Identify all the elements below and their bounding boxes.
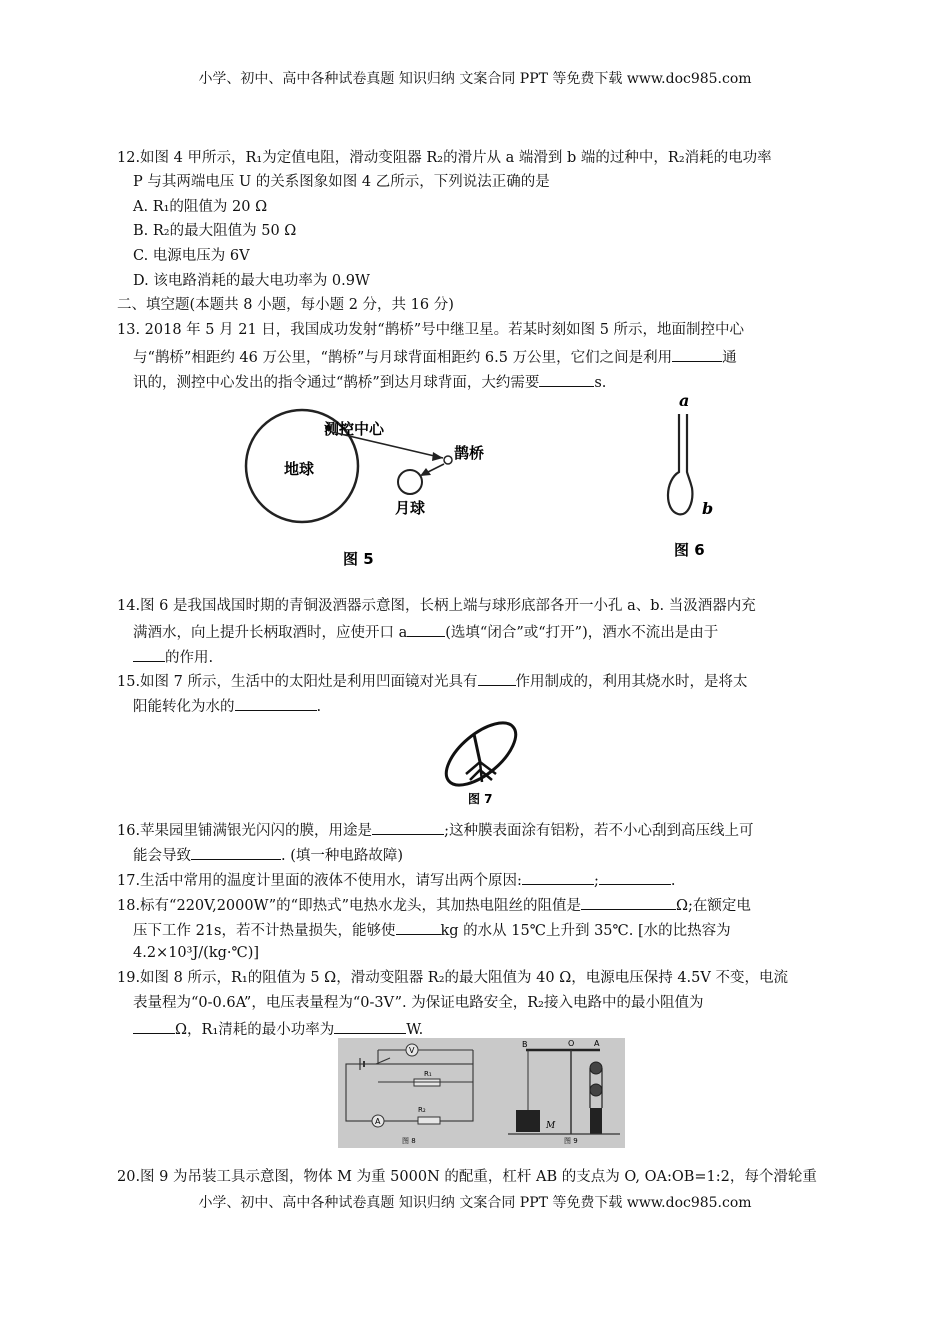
figure-7-caption: 图 7 [468, 792, 493, 806]
q17-line: 17.生活中常用的温度计里面的液体不使用水，请写出两个原因: ; . [117, 870, 675, 890]
relay-label: 鹊桥 [454, 444, 485, 462]
q14-line-2: 满酒水，向上提升长柄取酒时，应使开口 a (选填“闭合”或“打开”)，酒水不流出是由于 [133, 622, 718, 642]
hole-a-label: a [679, 392, 690, 410]
answer-blank[interactable] [672, 347, 722, 362]
r2-label: R₂ [418, 1106, 426, 1114]
q14-line-1: 14.图 6 是我国战国时期的青铜汲酒器示意图，长柄上端与球形底部各开一小孔 a、b. 当汲酒器内充 [117, 598, 756, 614]
q12-option-c: C. 电源电压为 6V [133, 248, 250, 264]
q12-option-a: A. R₁的阻值为 20 Ω [133, 199, 268, 215]
answer-blank[interactable] [407, 622, 445, 637]
q13-line-3: 讯的，测控中心发出的指令通过“鹊桥”到达月球背面，大约需要 s. [133, 372, 606, 392]
figure-6-caption: 图 6 [674, 541, 705, 559]
figure-5-earth-moon-diagram [240, 398, 530, 578]
load [590, 1108, 602, 1134]
control-center-label: 测控中心 [324, 420, 385, 438]
rheostat-r2 [418, 1117, 440, 1124]
answer-blank[interactable] [334, 1019, 406, 1034]
answer-blank[interactable] [599, 870, 671, 885]
page-footer: 小学、初中、高中各种试卷真题 知识归纳 文案合同 PPT 等免费下载 www.doc985.com [198, 1195, 752, 1211]
page-header: 小学、初中、高中各种试卷真题 知识归纳 文案合同 PPT 等免费下载 www.doc985.com [198, 71, 752, 87]
point-b-label: B [522, 1040, 528, 1049]
stand-legs [466, 762, 496, 782]
point-o-label: O [568, 1039, 575, 1048]
moon-circle [398, 470, 422, 494]
q15-line-1: 15.如图 7 所示，生活中的太阳灶是利用凹面镜对光具有 作用制成的，利用其烧水时，是将太 [117, 671, 748, 691]
q19-line-2: 表量程为“0-0.6A”，电压表量程为“0-3V”. 为保证电路安全，R₂接入电路中的最小阻值为 [133, 995, 704, 1011]
q12-option-d: D. 该电路消耗的最大电功率为 0.9W [133, 273, 370, 289]
q14-line-3: 的作用. [133, 647, 213, 667]
answer-blank[interactable] [133, 647, 165, 662]
moon-label: 月球 [395, 499, 426, 517]
q12-line-1: 12.如图 4 甲所示，R₁为定值电阻，滑动变阻器 R₂的滑片从 a 端滑到 b 端的过种中，R₂消耗的电功率 [117, 150, 772, 166]
dipper-outline [668, 414, 692, 514]
figure-7-solar-cooker [436, 712, 526, 810]
figure-9-caption: 图 9 [564, 1137, 578, 1145]
answer-blank[interactable] [581, 895, 676, 910]
section-2-heading: 二、填空题(本题共 8 小题，每小题 2 分，共 16 分) [117, 297, 454, 313]
answer-blank[interactable] [539, 372, 594, 387]
figure-8-caption: 图 8 [402, 1137, 416, 1145]
figure-6-wine-dipper [660, 392, 730, 570]
q16-line-1: 16.苹果园里铺满银光闪闪的膜，用途是 ;这种膜表面涂有铝粉，若不小心刮到高压线上可 [117, 820, 753, 840]
pulley-upper [590, 1062, 602, 1074]
answer-blank[interactable] [522, 870, 594, 885]
relay-satellite-dot [444, 456, 452, 464]
m-label: M [546, 1121, 556, 1131]
answer-blank[interactable] [396, 920, 441, 935]
answer-blank[interactable] [372, 820, 444, 835]
earth-label: 地球 [284, 460, 315, 478]
q13-line-2: 与“鹊桥”相距约 46 万公里，“鹊桥”与月球背面相距约 6.5 万公里，它们之间是利用 通 [133, 347, 737, 367]
panel-background [338, 1038, 625, 1148]
q18-line-1: 18.标有“220V,2000W”的“即热式”电热水龙头，其加热电阻丝的阻值是 Ω;在额定电 [117, 895, 751, 915]
q15-line-2: 阳能转化为水的 . [133, 696, 321, 716]
answer-blank[interactable] [191, 845, 281, 860]
q12-option-b: B. R₂的最大阻值为 50 Ω [133, 223, 297, 239]
hole-b-label: b [702, 499, 714, 518]
q18-line-3: 4.2×10³J/(kg·℃)] [133, 945, 260, 961]
point-a-label: A [594, 1039, 600, 1048]
answer-blank[interactable] [478, 671, 516, 686]
q20-line-1: 20.图 9 为吊装工具示意图，物体 M 为重 5000N 的配重，杠杆 AB 的支点为 O, OA:OB=1:2，每个滑轮重 [117, 1169, 817, 1185]
q18-line-2: 压下工作 21s，若不计热量损失，能够使 kg 的水从 15℃上升到 35℃. [水的比热容为 [133, 920, 731, 940]
pulley-lower [590, 1084, 602, 1096]
signal-arrow-1 [332, 432, 443, 458]
concave-mirror [436, 712, 526, 796]
figure-8-9-panel [338, 1038, 625, 1148]
arrow-head-1 [432, 452, 443, 461]
answer-blank[interactable] [235, 696, 317, 711]
ammeter-label: A [375, 1117, 381, 1126]
voltmeter-label: V [409, 1046, 415, 1055]
q13-line-1: 13. 2018 年 5 月 21 日，我国成功发射“鹊桥”号中继卫星。若某时刻如图 5 所示，地面制控中心 [117, 322, 745, 338]
q16-line-2: 能会导致 . (填一种电路故障) [133, 845, 403, 865]
counterweight-m [516, 1110, 540, 1132]
figure-5-caption: 图 5 [343, 550, 374, 568]
support-rod [474, 734, 480, 762]
r1-label: R₁ [424, 1070, 432, 1078]
q12-line-2: P 与其两端电压 U 的关系图象如图 4 乙所示，下列说法正确的是 [133, 174, 550, 190]
q19-line-1: 19.如图 8 所示，R₁的阻值为 5 Ω，滑动变阻器 R₂的最大阻值为 40 Ω，电源电压保持 4.5V 不变，电流 [117, 970, 788, 986]
answer-blank[interactable] [133, 1019, 175, 1034]
q19-line-3: Ω，R₁清耗的最小功率为 W. [133, 1019, 423, 1039]
